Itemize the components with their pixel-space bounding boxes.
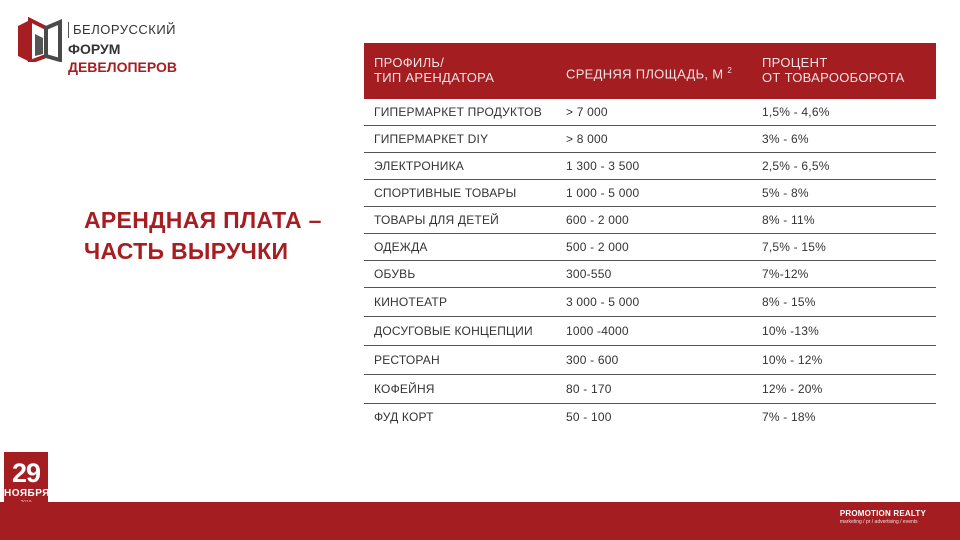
cell-percent: 7% - 18% [762,410,816,424]
cell-area: 1000 -4000 [556,317,752,346]
cell-area: 300-550 [556,261,752,288]
promotion-realty-logo [840,509,926,526]
cell-area: 1 000 - 5 000 [556,180,752,207]
cell-percent: 8% - 15% [752,288,936,317]
cell-profile: ДОСУГОВЫЕ КОНЦЕПЦИИ [364,317,556,346]
table-row [364,234,936,261]
cell-percent: 12% - 20% [752,375,936,404]
logo-title-line1: БЕЛОРУССКИЙ [68,22,216,38]
cell-profile: ОДЕЖДА [364,234,556,261]
cell-profile: ЭЛЕКТРОНИКА [364,153,556,180]
table-row [364,126,936,153]
table-row [364,346,936,375]
logo-mark-icon [16,16,62,62]
footer-bar [0,502,960,540]
table-row [364,99,936,126]
table-row [364,317,936,346]
cell-percent: 10% - 12% [752,346,936,375]
cell-percent: 2,5% - 6,5% [752,153,936,180]
cell-percent: 8% - 11% [752,207,936,234]
cell-area: 500 - 2 000 [556,234,752,261]
cell-profile: ГИПЕРМАРКЕТ ПРОДУКТОВ [364,99,556,126]
cell-area: 50 - 100 [566,410,612,424]
cell-profile: ФУД КОРТ [374,410,434,424]
table-row [364,207,936,234]
cell-area: > 7 000 [556,99,752,126]
cell-profile: РЕСТОРАН [364,346,556,375]
promo-brand: PROMOTION REALTY [839,509,926,518]
table-row [364,153,936,180]
header-area: СРЕДНЯЯ ПЛОЩАДЬ, М $^2$ [566,66,733,82]
table-row [364,288,936,317]
cell-profile: ТОВАРЫ ДЛЯ ДЕТЕЙ [364,207,556,234]
cell-area: 80 - 170 [556,375,752,404]
table-row [364,180,936,207]
header-percent: ПРОЦЕНТ ОТ ТОВАРООБОРОТА [762,55,905,85]
cell-area: 600 - 2 000 [556,207,752,234]
cell-profile: КИНОТЕАТР [364,288,556,317]
cell-percent: 1,5% - 4,6% [752,99,936,126]
rent-table [364,43,936,430]
logo-title-line2: ФОРУМ ДЕВЕЛОПЕРОВ [68,41,178,75]
promo-tagline: marketing / pr / advertising / events [839,519,918,525]
table-row [364,375,936,404]
cell-percent: 7,5% - 15% [752,234,936,261]
cell-percent: 7%-12% [752,261,936,288]
header-profile: ПРОФИЛЬ/ ТИП АРЕНДАТОРА [374,55,495,85]
cell-area: 300 - 600 [556,346,752,375]
table-header-row [364,43,936,99]
cell-percent: 10% -13% [752,317,936,346]
forum-logo [16,16,216,75]
date-day: 29 [11,458,41,488]
cell-percent: 3% - 6% [752,126,936,153]
cell-area: 1 300 - 3 500 [556,153,752,180]
cell-profile: КОФЕЙНЯ [364,375,556,404]
table-row [364,261,936,288]
table-row [364,404,936,431]
cell-profile: ГИПЕРМАРКЕТ DIY [364,126,556,153]
cell-area: 3 000 - 5 000 [556,288,752,317]
date-month: НОЯБРЯ [4,488,50,499]
cell-percent: 5% - 8% [752,180,936,207]
cell-area: > 8 000 [556,126,752,153]
page-title: АРЕНДНАЯ ПЛАТА – ЧАСТЬ ВЫРУЧКИ [84,207,322,264]
cell-profile: ОБУВЬ [364,261,556,288]
cell-profile: СПОРТИВНЫЕ ТОВАРЫ [364,180,556,207]
